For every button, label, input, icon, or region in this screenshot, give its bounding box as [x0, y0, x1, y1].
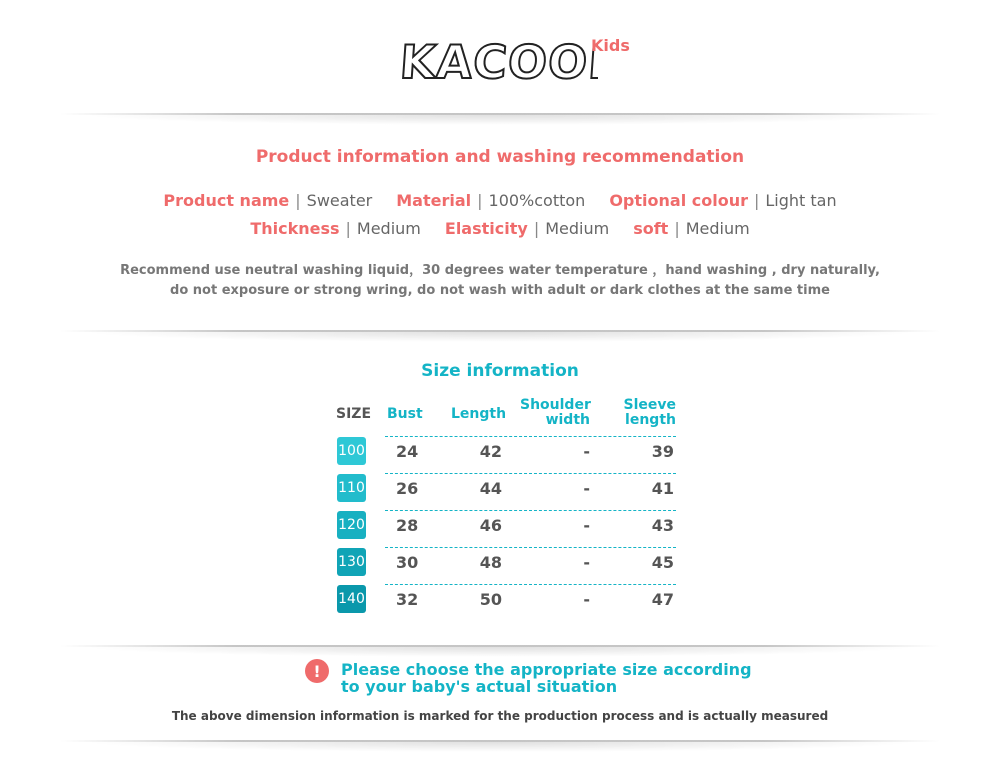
header-length: Length: [451, 406, 507, 422]
cell-bust: 32: [396, 590, 419, 609]
size-badge: 120: [337, 511, 366, 539]
divider: [0, 645, 1000, 659]
brand-logo-text: KACOOL: [398, 35, 598, 86]
attribute-optional-colour: Optional colour | Light tan: [609, 191, 837, 210]
cell-length: 46: [479, 516, 502, 535]
cell-shoulder: -: [583, 442, 590, 461]
size-badge: 110: [337, 474, 366, 502]
divider: [0, 740, 1000, 754]
cell-bust: 30: [396, 553, 419, 572]
product-info-title: Product information and washing recommendation: [255, 147, 745, 167]
row-divider: [385, 510, 676, 511]
cell-shoulder: -: [583, 479, 590, 498]
cell-length: 44: [479, 479, 502, 498]
size-badge: 100: [337, 437, 366, 465]
row-divider: [385, 473, 676, 474]
header-shoulder-width: Shoulder width: [520, 397, 591, 428]
header-sleeve-length: Sleeve length: [623, 397, 676, 428]
row-divider: [385, 547, 676, 548]
attribute-thickness: Thickness | Medium: [250, 219, 421, 238]
attribute-material: Material | 100%cotton: [396, 191, 586, 210]
cell-sleeve: 43: [651, 516, 674, 535]
size-notice: [341, 661, 752, 695]
row-divider: [385, 584, 676, 585]
cell-bust: 28: [396, 516, 419, 535]
measurement-footnote: The above dimension information is marked for the production process and is actually measured: [171, 709, 829, 723]
notice-line-1: Please choose the appropriate size according: [341, 660, 752, 679]
row-divider: [385, 436, 676, 437]
size-badge: 140: [337, 585, 366, 613]
exclamation-icon: !: [305, 659, 329, 683]
size-info-title: Size information: [421, 361, 579, 381]
cell-bust: 24: [396, 442, 419, 461]
cell-length: 50: [479, 590, 502, 609]
size-badge: 130: [337, 548, 366, 576]
washing-line-1: Recommend use neutral washing liquid，30 degrees water temperature ，hand washing , dry naturally,: [120, 263, 880, 278]
cell-sleeve: 45: [651, 553, 674, 572]
notice-line-2: to your baby's actual situation: [341, 677, 618, 696]
washing-line-2: do not exposure or strong wring, do not wash with adult or dark clothes at the same time: [170, 283, 830, 298]
attribute-soft: soft | Medium: [633, 219, 750, 238]
attribute-elasticity: Elasticity | Medium: [444, 219, 610, 238]
cell-sleeve: 39: [651, 442, 674, 461]
cell-bust: 26: [396, 479, 419, 498]
brand-suffix: Kids: [591, 36, 630, 55]
header-size: SIZE: [336, 406, 372, 422]
cell-shoulder: -: [583, 516, 590, 535]
cell-length: 48: [479, 553, 502, 572]
cell-shoulder: -: [583, 553, 590, 572]
cell-shoulder: -: [583, 590, 590, 609]
header-bust: Bust: [387, 406, 423, 422]
attribute-product-name: Product name | Sweater: [163, 191, 373, 210]
cell-sleeve: 41: [651, 479, 674, 498]
cell-sleeve: 47: [651, 590, 674, 609]
cell-length: 42: [479, 442, 502, 461]
